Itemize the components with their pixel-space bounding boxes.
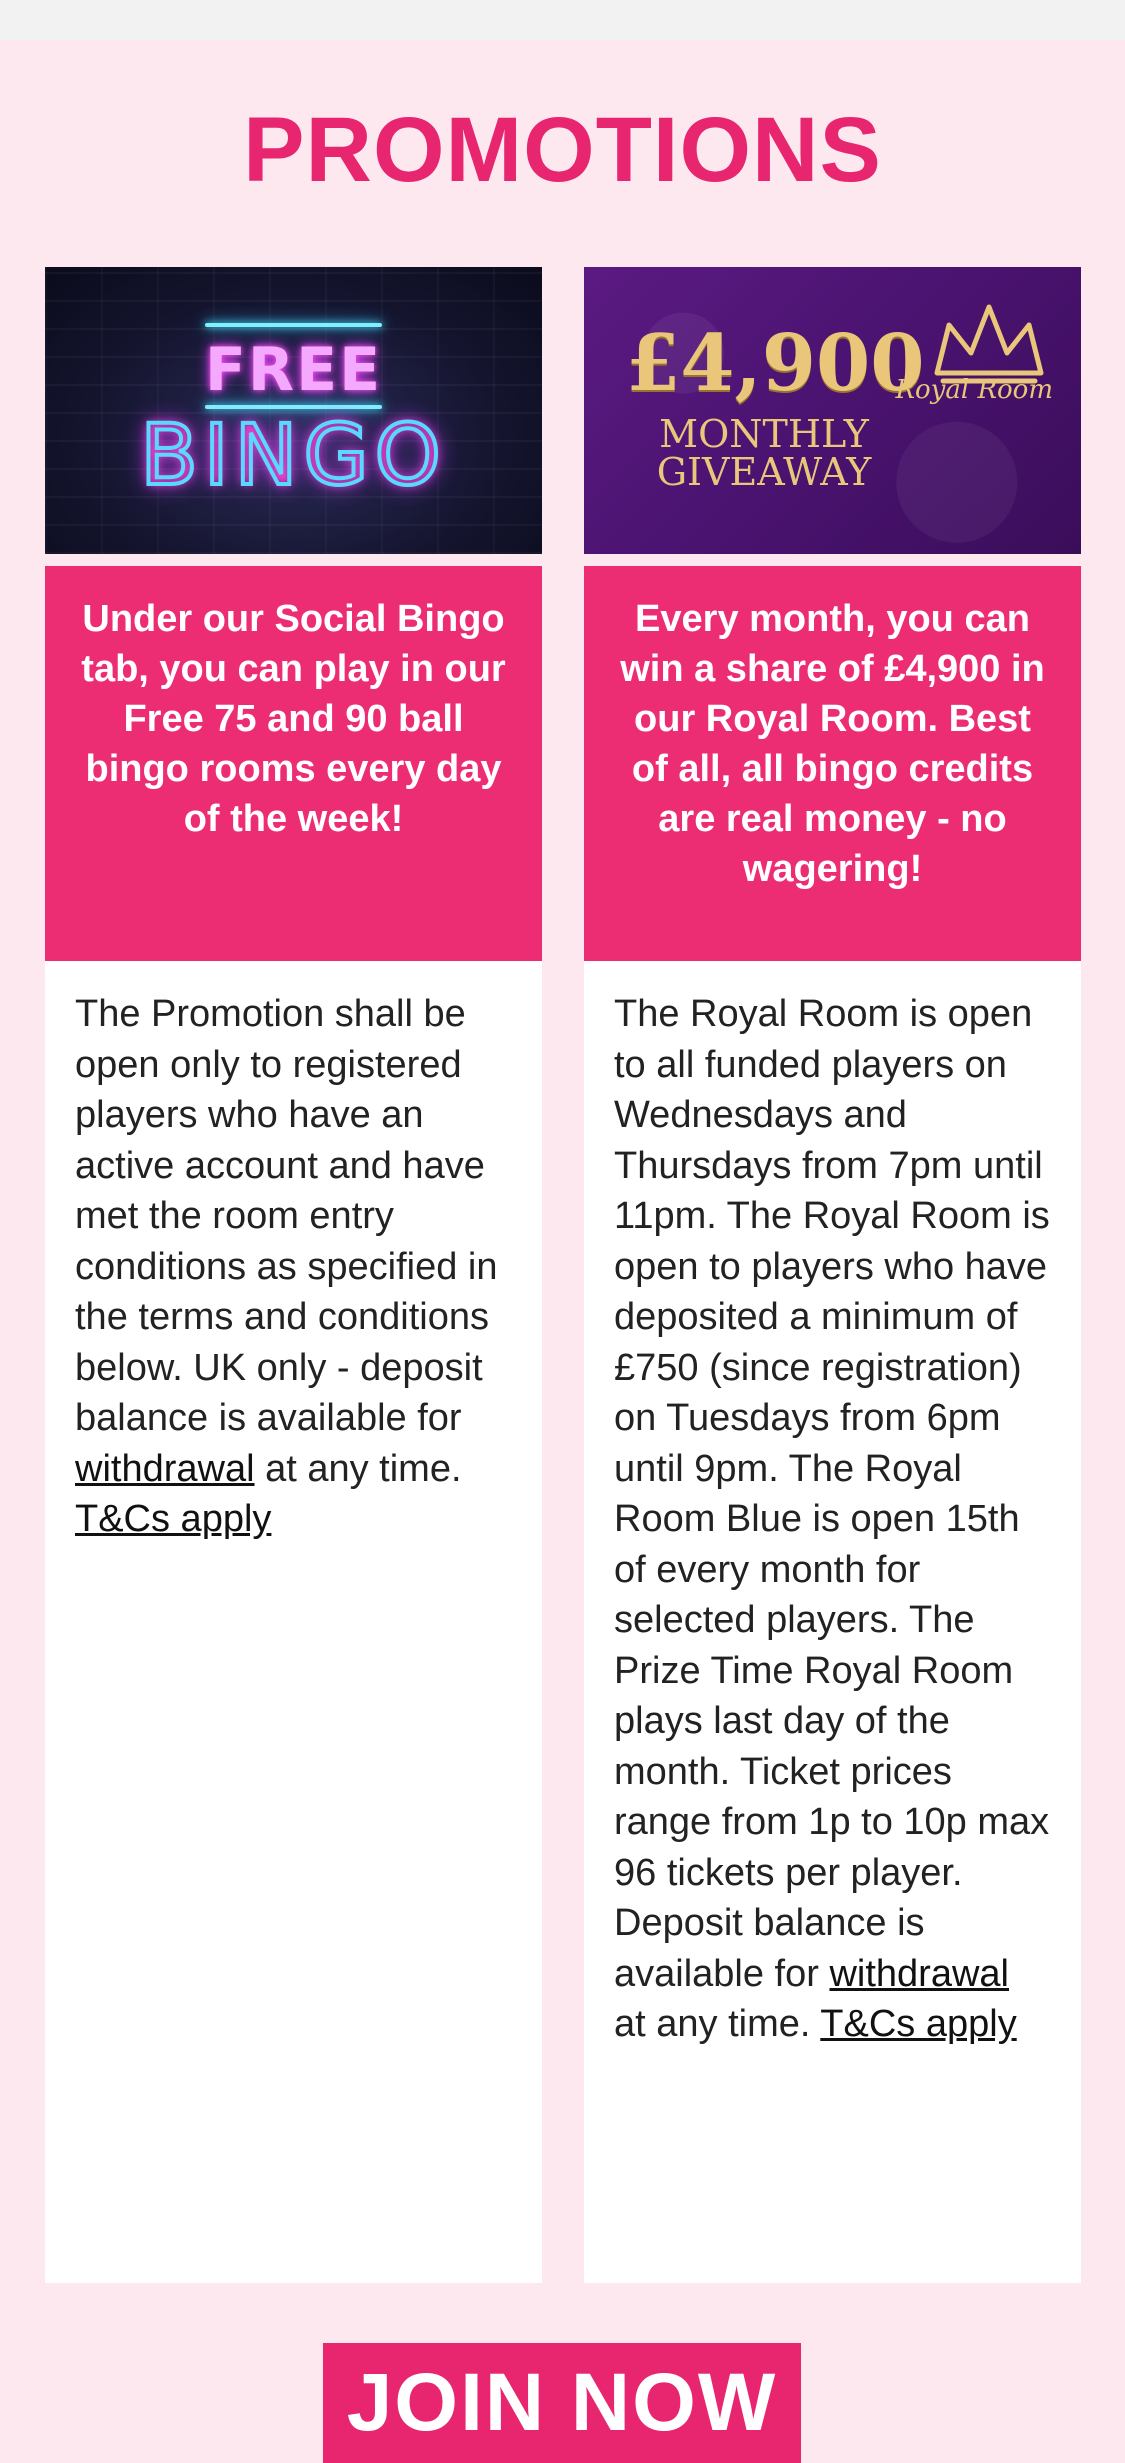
page-title: PROMOTIONS — [243, 99, 882, 201]
royal-room-logo-text: Royal Room — [895, 375, 1053, 405]
withdrawal-link[interactable]: withdrawal — [75, 1447, 255, 1490]
promo-headline: Every month, you can win a share of £4,900 in our Royal Room. Best of all, all bingo credits are real money - no wagering! — [584, 566, 1081, 961]
promo-card-royal-room — [584, 267, 1081, 2283]
withdrawal-link[interactable]: withdrawal — [829, 1952, 1009, 1995]
terms-text-cont: at any time. — [614, 2003, 821, 2045]
promo-terms — [45, 961, 542, 2283]
banner-free-text: FREE — [204, 335, 383, 405]
banner-monthly: MONTHLY — [659, 412, 869, 456]
join-now-button[interactable]: JOIN NOW — [323, 2343, 801, 2463]
free-bingo-banner[interactable] — [45, 267, 542, 554]
banner-giveaway: GIVEAWAY — [656, 450, 872, 494]
banner-amount: £4,900 — [626, 318, 925, 409]
tcs-apply-link[interactable]: T&Cs apply — [75, 1498, 272, 1540]
top-bar — [0, 0, 1125, 40]
banner-subtitle — [614, 412, 914, 494]
tcs-apply-link[interactable]: T&Cs apply — [820, 2003, 1017, 2045]
neon-line-top — [205, 323, 382, 327]
banner-bingo-text: BINGO — [140, 406, 447, 504]
terms-text: The Royal Room is open to all funded players on Wednesdays and Thursdays from 7pm until 11pm. The Royal Room is open to players who have deposited a minimum of £750 (since registration) on Tuesdays from 6pm until 9pm. The Royal Room Blue is open 15th of every month for selected players. The Prize Time Royal Room plays last day of the month. Ticket prices range from 1p to 10p max 96 tickets per player. Deposit balance is available for — [614, 993, 1050, 1995]
royal-room-banner[interactable] — [584, 267, 1081, 554]
terms-text-cont: at any time. — [254, 1447, 462, 1490]
promo-headline: Under our Social Bingo tab, you can play in our Free 75 and 90 ball bingo rooms every day of the week! — [45, 566, 542, 961]
terms-text: The Promotion shall be open only to registered players who have an active account and have met the room entry conditions as specified in the terms and conditions below. UK only - deposit balance is available for — [75, 993, 498, 1439]
promo-card-free-bingo — [45, 267, 542, 2283]
promo-terms — [584, 961, 1081, 2283]
